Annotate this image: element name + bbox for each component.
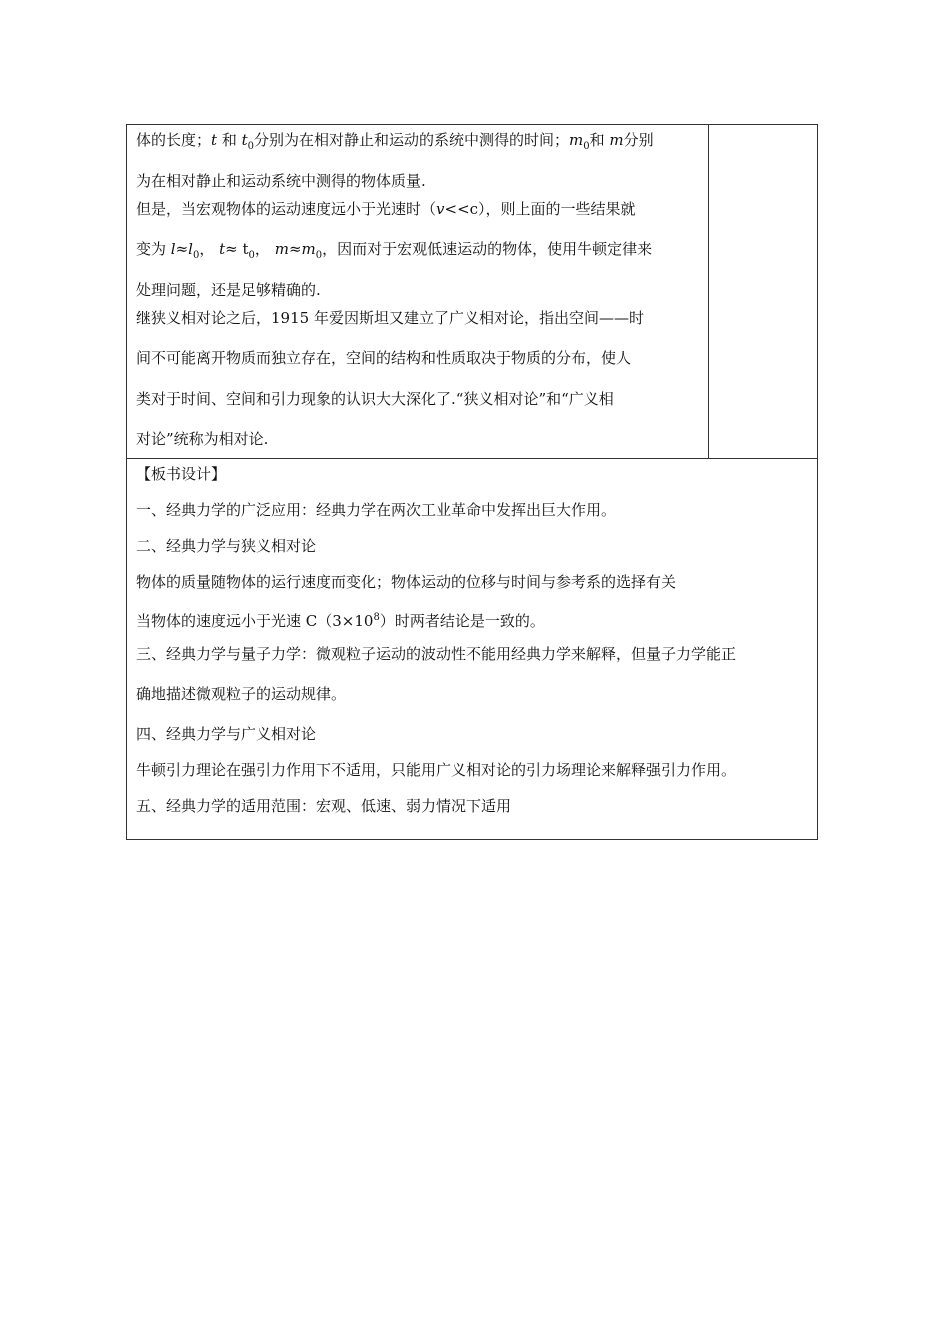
board-item: 确地描述微观粒子的运动规律。	[136, 685, 347, 703]
board-item: 一、经典力学的广泛应用：经典力学在两次工业革命中发挥出巨大作用。	[136, 501, 617, 519]
text-span: 分别	[623, 131, 654, 149]
text-line: 为在相对静止和运动系统中测得的物体质量.	[136, 171, 426, 190]
var-m0: m	[301, 240, 316, 258]
superscript: 8	[373, 612, 380, 623]
text-span: ≈ t	[225, 240, 249, 258]
text-line	[136, 236, 700, 277]
text-span: ）时两者结论是一致的。	[379, 612, 545, 630]
subscript: 0	[248, 250, 255, 261]
var-m0: m	[569, 131, 584, 149]
text-span: 和	[589, 131, 610, 149]
content-cell	[127, 125, 709, 458]
var-m: m	[609, 131, 624, 149]
board-item	[136, 605, 809, 641]
board-item: 物体的质量随物体的运行速度而变化；物体运动的位移与时间与参考系的选择有关	[136, 573, 677, 591]
text-line	[136, 127, 700, 168]
board-title: 【板书设计】	[136, 465, 227, 483]
board-item: 牛顿引力理论在强引力作用下不适用，只能用广义相对论的引力场理论来解释强引力作用。	[136, 761, 737, 779]
text-line	[136, 196, 700, 237]
text-span: 体的长度；	[136, 131, 212, 149]
var-l: l	[170, 240, 176, 258]
text-line: 类对于时间、空间和引力现象的认识大大深化了.“狭义相对论”和“广义相	[136, 389, 614, 408]
board-item: 四、经典力学与广义相对论	[136, 725, 317, 743]
var-v: v	[436, 199, 445, 218]
text-span: 但是，当宏观物体的运动速度远小于光速时（	[136, 199, 437, 218]
text-span: ≈	[175, 240, 189, 258]
board-item: 三、经典力学与量子力学：微观粒子运动的波动性不能用经典力学来解释，但量子力学能正	[136, 645, 737, 663]
content-row	[127, 125, 817, 459]
text-span: 和	[217, 131, 242, 149]
var-t: t	[219, 240, 226, 258]
lesson-table	[126, 124, 818, 840]
var-l0: l	[188, 240, 193, 258]
text-span: 分别为在相对静止和运动的系统中测得的时间；	[254, 131, 570, 149]
text-span: 当物体的速度远小于光速 C（3×10	[136, 612, 374, 630]
text-line: 处理问题，还是足够精确的.	[136, 280, 321, 299]
var-t: t	[211, 131, 218, 149]
subscript: 0	[192, 250, 200, 261]
board-design-cell	[127, 459, 817, 839]
var-m: m	[274, 240, 289, 258]
subscript: 0	[247, 141, 254, 152]
subscript: 0	[583, 141, 590, 152]
text-span: 变为	[136, 240, 171, 258]
text-span: <<c），则上面的一些结果就	[444, 199, 636, 218]
board-item: 二、经典力学与狭义相对论	[136, 537, 317, 555]
text-span: ，	[199, 240, 220, 258]
subscript: 0	[315, 250, 323, 261]
text-line: 间不可能离开物质而独立存在，空间的结构和性质取决于物质的分布，使人	[136, 349, 632, 367]
var-t0: t	[241, 131, 248, 149]
side-cell	[709, 125, 817, 458]
text-span: ，因而对于宏观低速运动的物体，使用牛顿定律来	[322, 240, 653, 258]
board-item: 五、经典力学的适用范围：宏观、低速、弱力情况下适用	[136, 797, 512, 815]
text-line: 对论”统称为相对论.	[136, 430, 269, 448]
text-line: 继狭义相对论之后，1915 年爱因斯坦又建立了广义相对论，指出空间——时	[136, 308, 644, 327]
text-span: ≈	[288, 240, 302, 258]
text-span: ，	[254, 240, 275, 258]
